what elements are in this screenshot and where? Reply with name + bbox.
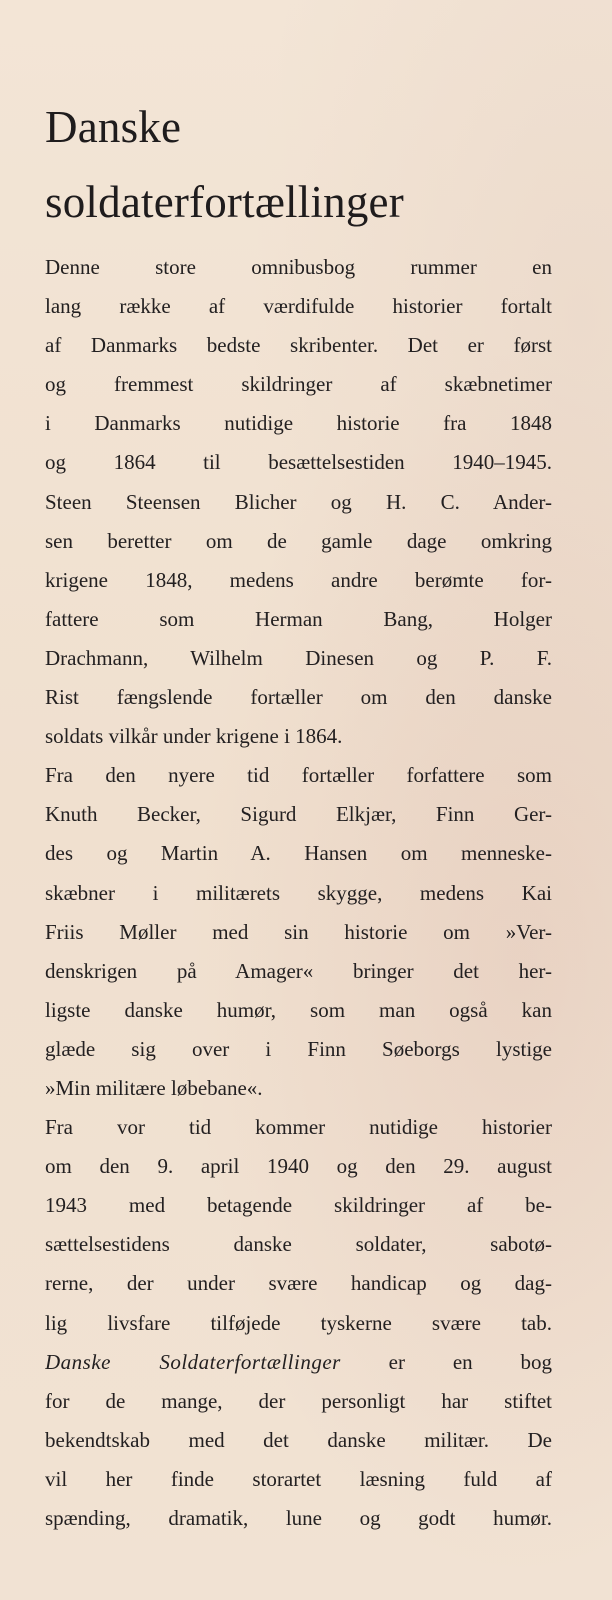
text-line: »Min militære løbebane«. (45, 1075, 263, 1100)
text-line: Drachmann, Wilhelm Dinesen og P. F. (45, 645, 552, 670)
text-line: bekendtskab med det danske militær. De (45, 1427, 552, 1452)
text-line: skæbner i militærets skygge, medens Kai (45, 880, 552, 905)
text-line: ligste danske humør, som man også kan (45, 997, 552, 1022)
text-line: Knuth Becker, Sigurd Elkjær, Finn Ger- (45, 802, 552, 827)
text-line: spænding, dramatik, lune og godt humør. (45, 1506, 552, 1530)
text-line: fattere som Herman Bang, Holger (45, 606, 552, 631)
text-line: sen beretter om de gamle dage omkring (45, 528, 552, 553)
title-line-2: soldaterfortællinger (45, 177, 404, 227)
blurb-content (45, 90, 552, 1538)
italic-book-title: Danske Soldaterfortællinger (45, 1349, 341, 1374)
text-line: for de mange, der personligt har stiftet (45, 1388, 552, 1413)
text-line: rerne, der under svære handicap og dag- (45, 1271, 552, 1296)
text-line: Friis Møller med sin historie om »Ver- (45, 919, 552, 944)
text-line: Steen Steensen Blicher og H. C. Ander- (45, 489, 552, 514)
blurb-text (45, 248, 552, 1538)
text-line: af Danmarks bedste skribenter. Det er først (45, 333, 552, 358)
text-line: om den 9. april 1940 og den 29. august (45, 1154, 552, 1179)
text-line: i Danmarks nutidige historie fra 1848 (45, 411, 552, 436)
text-line: 1943 med betagende skildringer af be- (45, 1193, 552, 1218)
text-line: og fremmest skildringer af skæbnetimer (45, 372, 552, 397)
text-line: denskrigen på Amager« bringer det her- (45, 958, 552, 983)
text-line: vil her finde storartet læsning fuld af (45, 1466, 552, 1491)
text-line: glæde sig over i Finn Søeborgs lystige (45, 1036, 552, 1061)
text-line-with-italic-title (45, 1343, 552, 1382)
text-line: Denne store omnibusbog rummer en (45, 255, 552, 279)
text-line: Rist fængslende fortæller om den danske (45, 685, 552, 710)
text-line: lang række af værdifulde historier fortalt (45, 294, 552, 319)
text-line: Fra vor tid kommer nutidige historier (45, 1115, 552, 1140)
text-line: des og Martin A. Hansen om menneske- (45, 841, 552, 866)
text-line: lig livsfare tilføjede tyskerne svære tab. (45, 1310, 552, 1335)
title-line-1: Danske (45, 102, 182, 152)
text-line: Fra den nyere tid fortæller forfattere som (45, 763, 552, 788)
text-line: sættelsestidens danske soldater, sabotø- (45, 1232, 552, 1257)
text-after-italic: er en bog (388, 1349, 552, 1374)
text-line: krigene 1848, medens andre berømte for- (45, 567, 552, 592)
text-line: og 1864 til besættelsestiden 1940–1945. (45, 450, 552, 475)
book-title (45, 90, 552, 240)
text-line: soldats vilkår under krigene i 1864. (45, 724, 343, 749)
